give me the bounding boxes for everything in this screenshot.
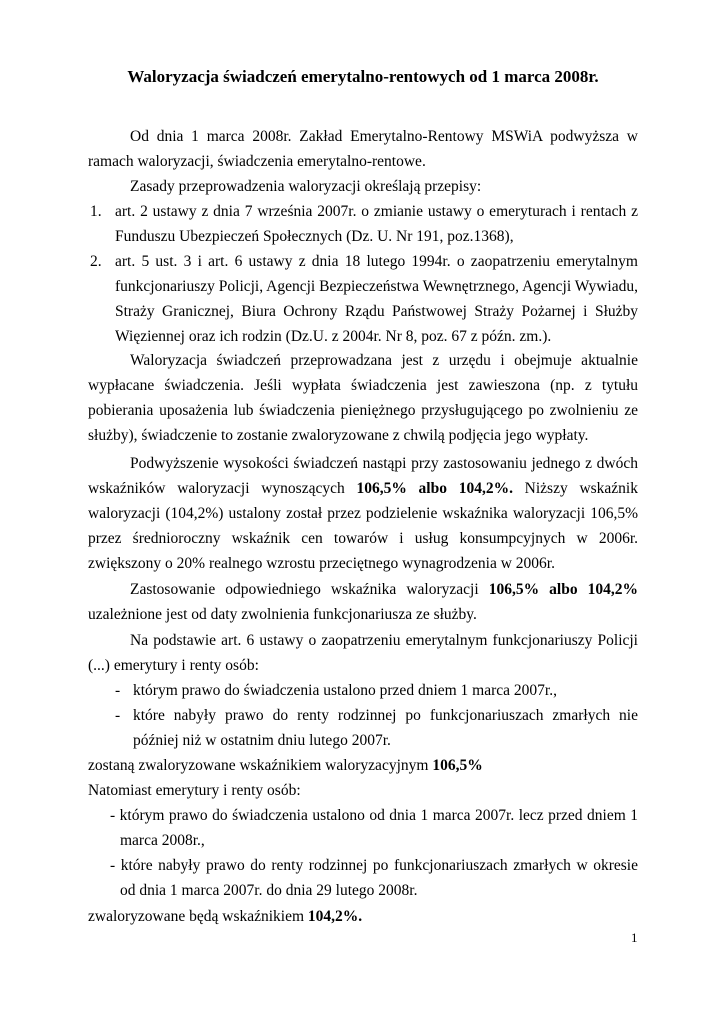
list-item [88,249,638,349]
paragraph-legal-basis: Na podstawie art. 6 ustawy o zaopatrzeniu emerytalnym funkcjonariuszy Policji (...) emerytury i renty osób: [88,632,638,674]
paragraph-intro: Od dnia 1 marca 2008r. Zakład Emerytalno-Rentowy MSWiA podwyższa w ramach waloryzacji, świadczenia emerytalno-rentowe. [88,128,638,170]
paragraph-rules-intro: Zasady przeprowadzenia waloryzacji określają przepisy: [130,178,482,195]
document-title: Waloryzacja świadczeń emerytalno-rentowych od 1 marca 2008r. [127,67,599,86]
dash-list-1 [88,678,638,753]
list-text: które nabyły prawo do renty rodzinnej po funkcjonariuszach zmarłych nie później niż w ostatnim dniu lutego 2007r. [133,707,638,749]
paragraph-application [88,577,638,627]
list-item [88,199,638,249]
text-run: zostaną zwaloryzowane wskaźnikiem waloryzacyjnym [88,757,433,774]
list-text: którym prawo do świadczenia ustalono przed dniem 1 marca 2007r., [133,682,557,699]
bold-run: 106,5% albo 104,2% [488,581,638,598]
text-run: uzależnione jest od daty zwolnienia funkcjonariusza ze służby. [88,606,477,623]
text-run: Podwyższenie wysokości świadczeń nastąpi przy zastosowaniu jednego z dwóch wskaźników waloryzacji wynoszących [88,455,638,497]
list-item [88,678,638,703]
laws-list [88,199,638,349]
paragraph-valorization: Waloryzacja świadczeń przeprowadzana jest z urzędu i obejmuje aktualnie wypłacane świadczenia. Jeśli wypłata świadczenia jest zawieszona (np. z tytułu pobierania uposażenia lub świadczenia pieniężnego przysługującego po zwolnieniu ze służby), świadczenie to zostanie zwaloryzowane z chwilą podjęcia jego wypłaty. [88,352,638,444]
bold-run: 106,5% [432,757,483,774]
list-item: - którym prawo do świadczenia ustalono od dnia 1 marca 2007r. lecz przed dniem 1 marca 2008r., [110,807,638,849]
list-item [88,703,638,753]
bold-run: 106,5% albo 104,2%. [356,480,513,497]
page-number: 1 [631,930,638,945]
bold-run: 104,2%. [307,908,363,925]
list-text: art. 2 ustawy z dnia 7 września 2007r. o zmianie ustawy o emeryturach i rentach z Funduszu Ubezpieczeń Społecznych (Dz. U. Nr 191, poz.1368), [115,203,638,245]
document-page [88,0,638,1024]
list-dash: - [115,707,121,724]
paragraph-result-1 [88,753,638,778]
list-number: 2. [90,253,102,270]
text-run: Niższy wskaźnik waloryzacji (104,2%) ustalony został przez podzielenie wskaźnika waloryzacji 106,5% przez średnioroczny wskaźnik cen towarów i usług konsumpcyjnych w 2006r. zwiększony o 20% realnego wzrostu przeciętnego wynagrodzenia w 2006r. [88,480,638,572]
dash-list-2 [88,803,638,903]
list-item: - które nabyły prawo do renty rodzinnej po funkcjonariuszach zmarłych w okresie od dnia 1 marca 2007r. do dnia 29 lutego 2008r. [110,857,638,899]
paragraph-indicators [88,451,638,576]
list-number: 1. [90,203,102,220]
text-run: Zastosowanie odpowiedniego wskaźnika waloryzacji [130,581,489,598]
paragraph-however: Natomiast emerytury i renty osób: [88,782,301,799]
list-text: art. 5 ust. 3 i art. 6 ustawy z dnia 18 lutego 1994r. o zaopatrzeniu emerytalnym funkcjonariuszy Policji, Agencji Bezpieczeństwa Wewnętrznego, Agencji Wywiadu, Straży Granicznej, Biura Ochrony Rządu Państwowej Straży Pożarnej i Służby Więziennej oraz ich rodzin (Dz.U. z 2004r. Nr 8, poz. 67 z późn. zm.). [115,253,638,345]
text-run: zwaloryzowane będą wskaźnikiem [88,908,308,925]
paragraph-result-2 [88,904,638,929]
list-dash: - [115,682,121,699]
